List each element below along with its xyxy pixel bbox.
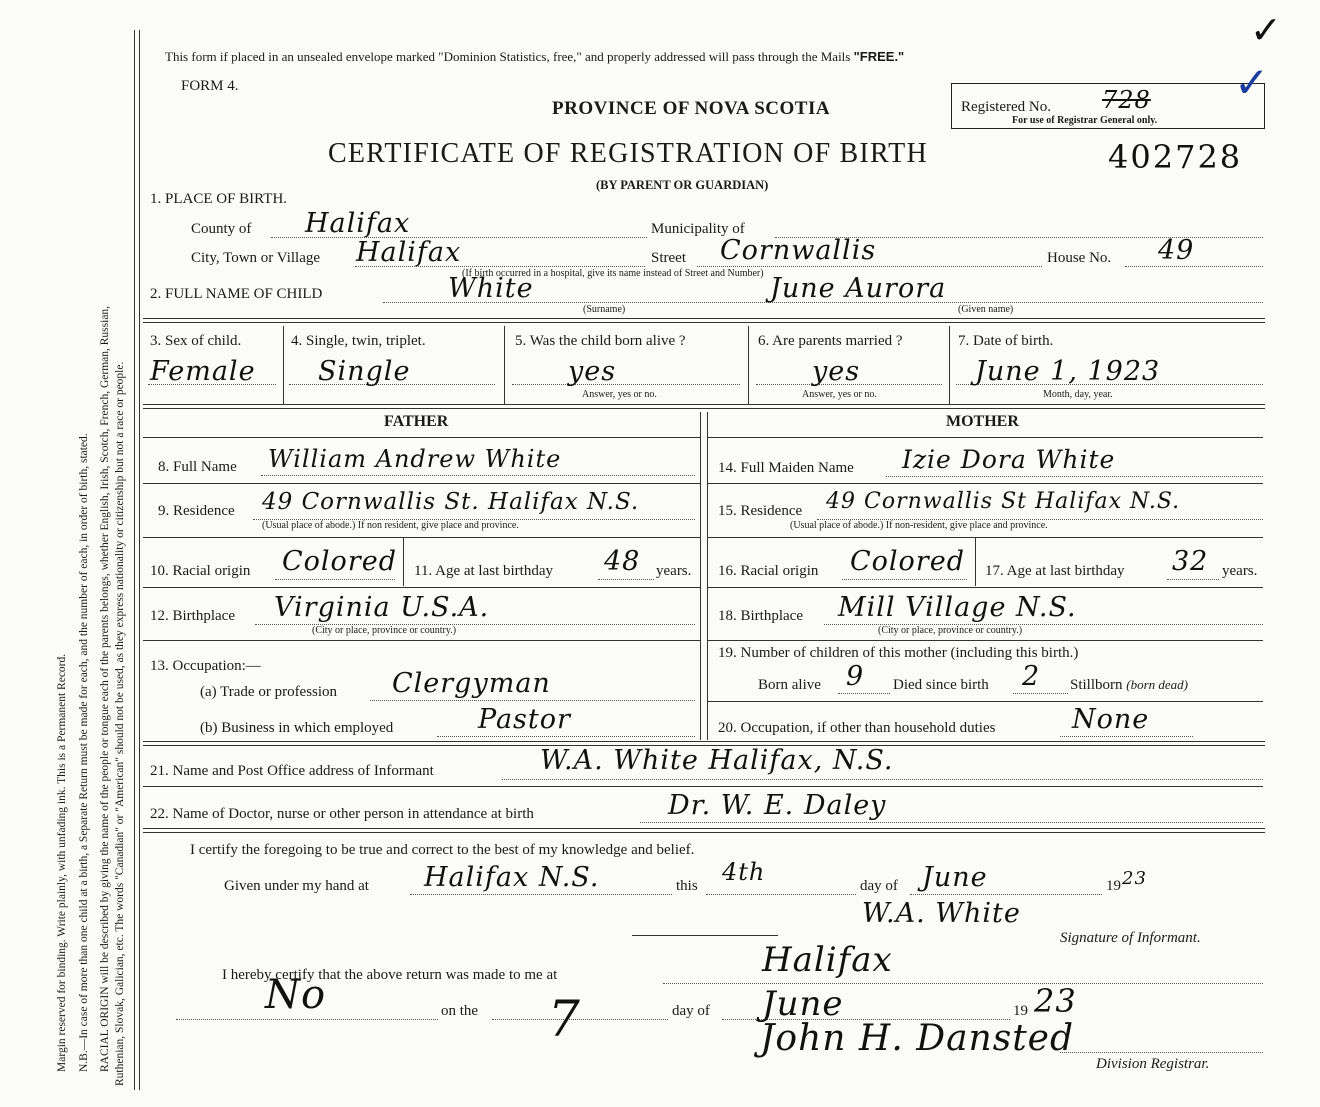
father-race-label: 10. Racial origin xyxy=(150,563,251,579)
father-occupation-label: 13. Occupation:— xyxy=(150,658,261,674)
informant-value: W.A. White Halifax, N.S. xyxy=(540,745,894,776)
registrar-use-note: For use of Registrar General only. xyxy=(1012,115,1158,126)
page-subtitle: (BY PARENT OR GUARDIAN) xyxy=(596,178,769,192)
check-mark-icon: ✓ xyxy=(1234,58,1271,107)
certify-statement: I certify the foregoing to be true and correct to the best of my knowledge and belief. xyxy=(190,842,695,858)
died-since-birth-count: 2 xyxy=(1022,661,1041,692)
father-age: 48 xyxy=(604,546,641,577)
on-the-label: on the xyxy=(441,1003,479,1019)
mother-race-label: 16. Racial origin xyxy=(718,563,819,579)
mother-name: Izie Dora White xyxy=(902,445,1116,474)
given-year: 23 xyxy=(1122,868,1147,889)
plurality-value: Single xyxy=(318,356,411,387)
father-trade: Clergyman xyxy=(392,668,551,699)
margin-note-4: Ruthenian, Slovak, Galician, etc. The words "Canadian" or "American" should not be used, as they express nationality or citizenship but not a race or people. xyxy=(114,361,126,1086)
registration-year: 23 xyxy=(1034,982,1077,1020)
city-label: City, Town or Village xyxy=(191,250,321,266)
married-value: yes xyxy=(812,356,861,387)
father-heading: FATHER xyxy=(384,413,449,430)
street-label: Street xyxy=(651,250,686,266)
municipality-label: Municipality of xyxy=(651,221,745,237)
sex-value: Female xyxy=(150,356,256,387)
dob-value: June 1, 1923 xyxy=(975,356,1161,387)
married-label: 6. Are parents married ? xyxy=(758,333,903,349)
mother-occupation: None xyxy=(1072,704,1150,735)
this-label: this xyxy=(676,878,698,894)
informant-label: 21. Name and Post Office address of Informant xyxy=(150,763,434,779)
mother-race: Colored xyxy=(850,546,965,577)
father-race: Colored xyxy=(282,546,397,577)
surname-note: (Surname) xyxy=(583,304,626,315)
registrar-place: Halifax xyxy=(762,940,893,980)
form-number: FORM 4. xyxy=(181,78,239,94)
father-age-label: 11. Age at last birthday xyxy=(414,563,553,579)
father-trade-label: (a) Trade or profession xyxy=(200,684,338,700)
father-name-label: 8. Full Name xyxy=(158,459,237,475)
father-residence-note: (Usual place of abode.) If non resident, give place and province. xyxy=(262,520,519,531)
mother-age-label: 17. Age at last birthday xyxy=(985,563,1125,579)
margin-rule xyxy=(134,30,135,1090)
city-value: Halifax xyxy=(356,237,462,268)
father-birthplace-note: (City or place, province or country.) xyxy=(312,625,457,636)
mother-residence: 49 Cornwallis St Halifax N.S. xyxy=(826,489,1181,514)
died-since-birth-label: Died since birth xyxy=(893,677,989,693)
street-value: Cornwallis xyxy=(720,235,877,266)
doctor-value: Dr. W. E. Daley xyxy=(668,790,887,821)
given-month: June xyxy=(922,862,988,893)
child-surname: White xyxy=(448,273,534,304)
place-heading: 1. PLACE OF BIRTH. xyxy=(150,191,288,207)
mother-occupation-label: 20. Occupation, if other than household duties xyxy=(718,720,996,736)
dob-label: 7. Date of birth. xyxy=(958,333,1054,349)
child-name-label: 2. FULL NAME OF CHILD xyxy=(150,286,323,302)
born-alive-label: 5. Was the child born alive ? xyxy=(515,333,686,349)
signature-label: Signature of Informant. xyxy=(1060,930,1201,946)
binding-margin xyxy=(0,0,130,1107)
married-note: Answer, yes or no. xyxy=(802,389,877,400)
mother-age: 32 xyxy=(1172,546,1209,577)
given-place: Halifax N.S. xyxy=(424,862,600,893)
registration-box xyxy=(951,83,1265,129)
reg-day-of-label: day of xyxy=(672,1003,710,1019)
province-heading: PROVINCE OF NOVA SCOTIA xyxy=(552,98,831,119)
year-prefix: 19 xyxy=(1106,878,1121,894)
mother-birthplace: Mill Village N.S. xyxy=(838,592,1077,623)
house-label: House No. xyxy=(1047,250,1112,266)
stillborn-label: Stillborn (born dead) xyxy=(1070,677,1189,693)
registration-month: June xyxy=(762,984,844,1024)
margin-note-2: N.B.—In case of more than one child at a birth, a Separate Return must be made for each, and the number of each, in order of birth, stated. xyxy=(78,433,90,1072)
mother-residence-note: (Usual place of abode.) If non-resident, give place and province. xyxy=(790,520,1048,531)
given-day: 4th xyxy=(722,858,766,886)
reg-year-prefix: 19 xyxy=(1013,1003,1028,1019)
margin-note-1: Margin reserved for binding. Write plainly, with unfading ink. This is a Permanent Record. xyxy=(56,653,68,1072)
postal-note: This form if placed in an unsealed envelope marked "Dominion Statistics, free," and properly addressed will pass through the Mails "FREE." xyxy=(165,49,905,64)
doctor-label: 22. Name of Doctor, nurse or other person in attendance at birth xyxy=(150,806,534,822)
registrar-signature: John H. Dansted xyxy=(760,1018,1075,1059)
registrar-statement: I hereby certify that the above return was made to me at xyxy=(222,967,558,983)
father-business-label: (b) Business in which employed xyxy=(200,720,394,736)
sex-label: 3. Sex of child. xyxy=(150,333,242,349)
mother-years: years. xyxy=(1222,563,1258,579)
father-business: Pastor xyxy=(478,704,571,735)
children-count-label: 19. Number of children of this mother (including this birth.) xyxy=(718,645,1079,661)
father-birthplace-label: 12. Birthplace xyxy=(150,608,235,624)
day-of-label: day of xyxy=(860,878,898,894)
informant-signature: W.A. White xyxy=(862,898,1021,929)
born-alive-count-label: Born alive xyxy=(758,677,821,693)
given-name-note: (Given name) xyxy=(958,304,1014,315)
born-alive-value: yes xyxy=(568,356,617,387)
margin-rule-2 xyxy=(139,30,140,1090)
county-value: Halifax xyxy=(305,208,411,239)
father-residence: 49 Cornwallis St. Halifax N.S. xyxy=(262,489,640,515)
mother-birthplace-label: 18. Birthplace xyxy=(718,608,803,624)
registered-no-label: Registered No. xyxy=(961,99,1051,115)
check-mark-icon-2: ✓ xyxy=(1250,8,1283,52)
certificate-number: 402728 xyxy=(1108,138,1243,176)
page-title: CERTIFICATE OF REGISTRATION OF BIRTH xyxy=(328,138,928,169)
hospital-note: (If birth occurred in a hospital, give its name instead of Street and Number) xyxy=(462,268,764,279)
registrar-number: No xyxy=(265,972,327,1018)
registered-no-value: 728 xyxy=(1102,86,1151,114)
father-years: years. xyxy=(656,563,692,579)
father-residence-label: 9. Residence xyxy=(158,503,235,519)
mother-name-label: 14. Full Maiden Name xyxy=(718,460,854,476)
given-under-label: Given under my hand at xyxy=(224,878,369,894)
plurality-label: 4. Single, twin, triplet. xyxy=(291,333,426,349)
registration-day: 7 xyxy=(548,990,581,1048)
registrar-label: Division Registrar. xyxy=(1096,1056,1210,1072)
mother-residence-label: 15. Residence xyxy=(718,503,803,519)
mother-birthplace-note: (City or place, province or country.) xyxy=(878,625,1023,636)
house-value: 49 xyxy=(1158,235,1195,266)
margin-note-3: RACIAL ORIGIN will be described by giving the name of the people or tongue each of the parents belongs, whether English, Irish, Scotch, French, German, Russian, xyxy=(99,305,111,1072)
father-birthplace: Virginia U.S.A. xyxy=(274,592,490,623)
mother-heading: MOTHER xyxy=(946,413,1019,430)
born-alive-note: Answer, yes or no. xyxy=(582,389,657,400)
child-given-name: June Aurora xyxy=(770,273,947,304)
dob-note: Month, day, year. xyxy=(1043,389,1113,400)
county-label: County of xyxy=(191,221,252,237)
born-alive-count: 9 xyxy=(846,661,865,692)
father-name: William Andrew White xyxy=(268,445,562,473)
